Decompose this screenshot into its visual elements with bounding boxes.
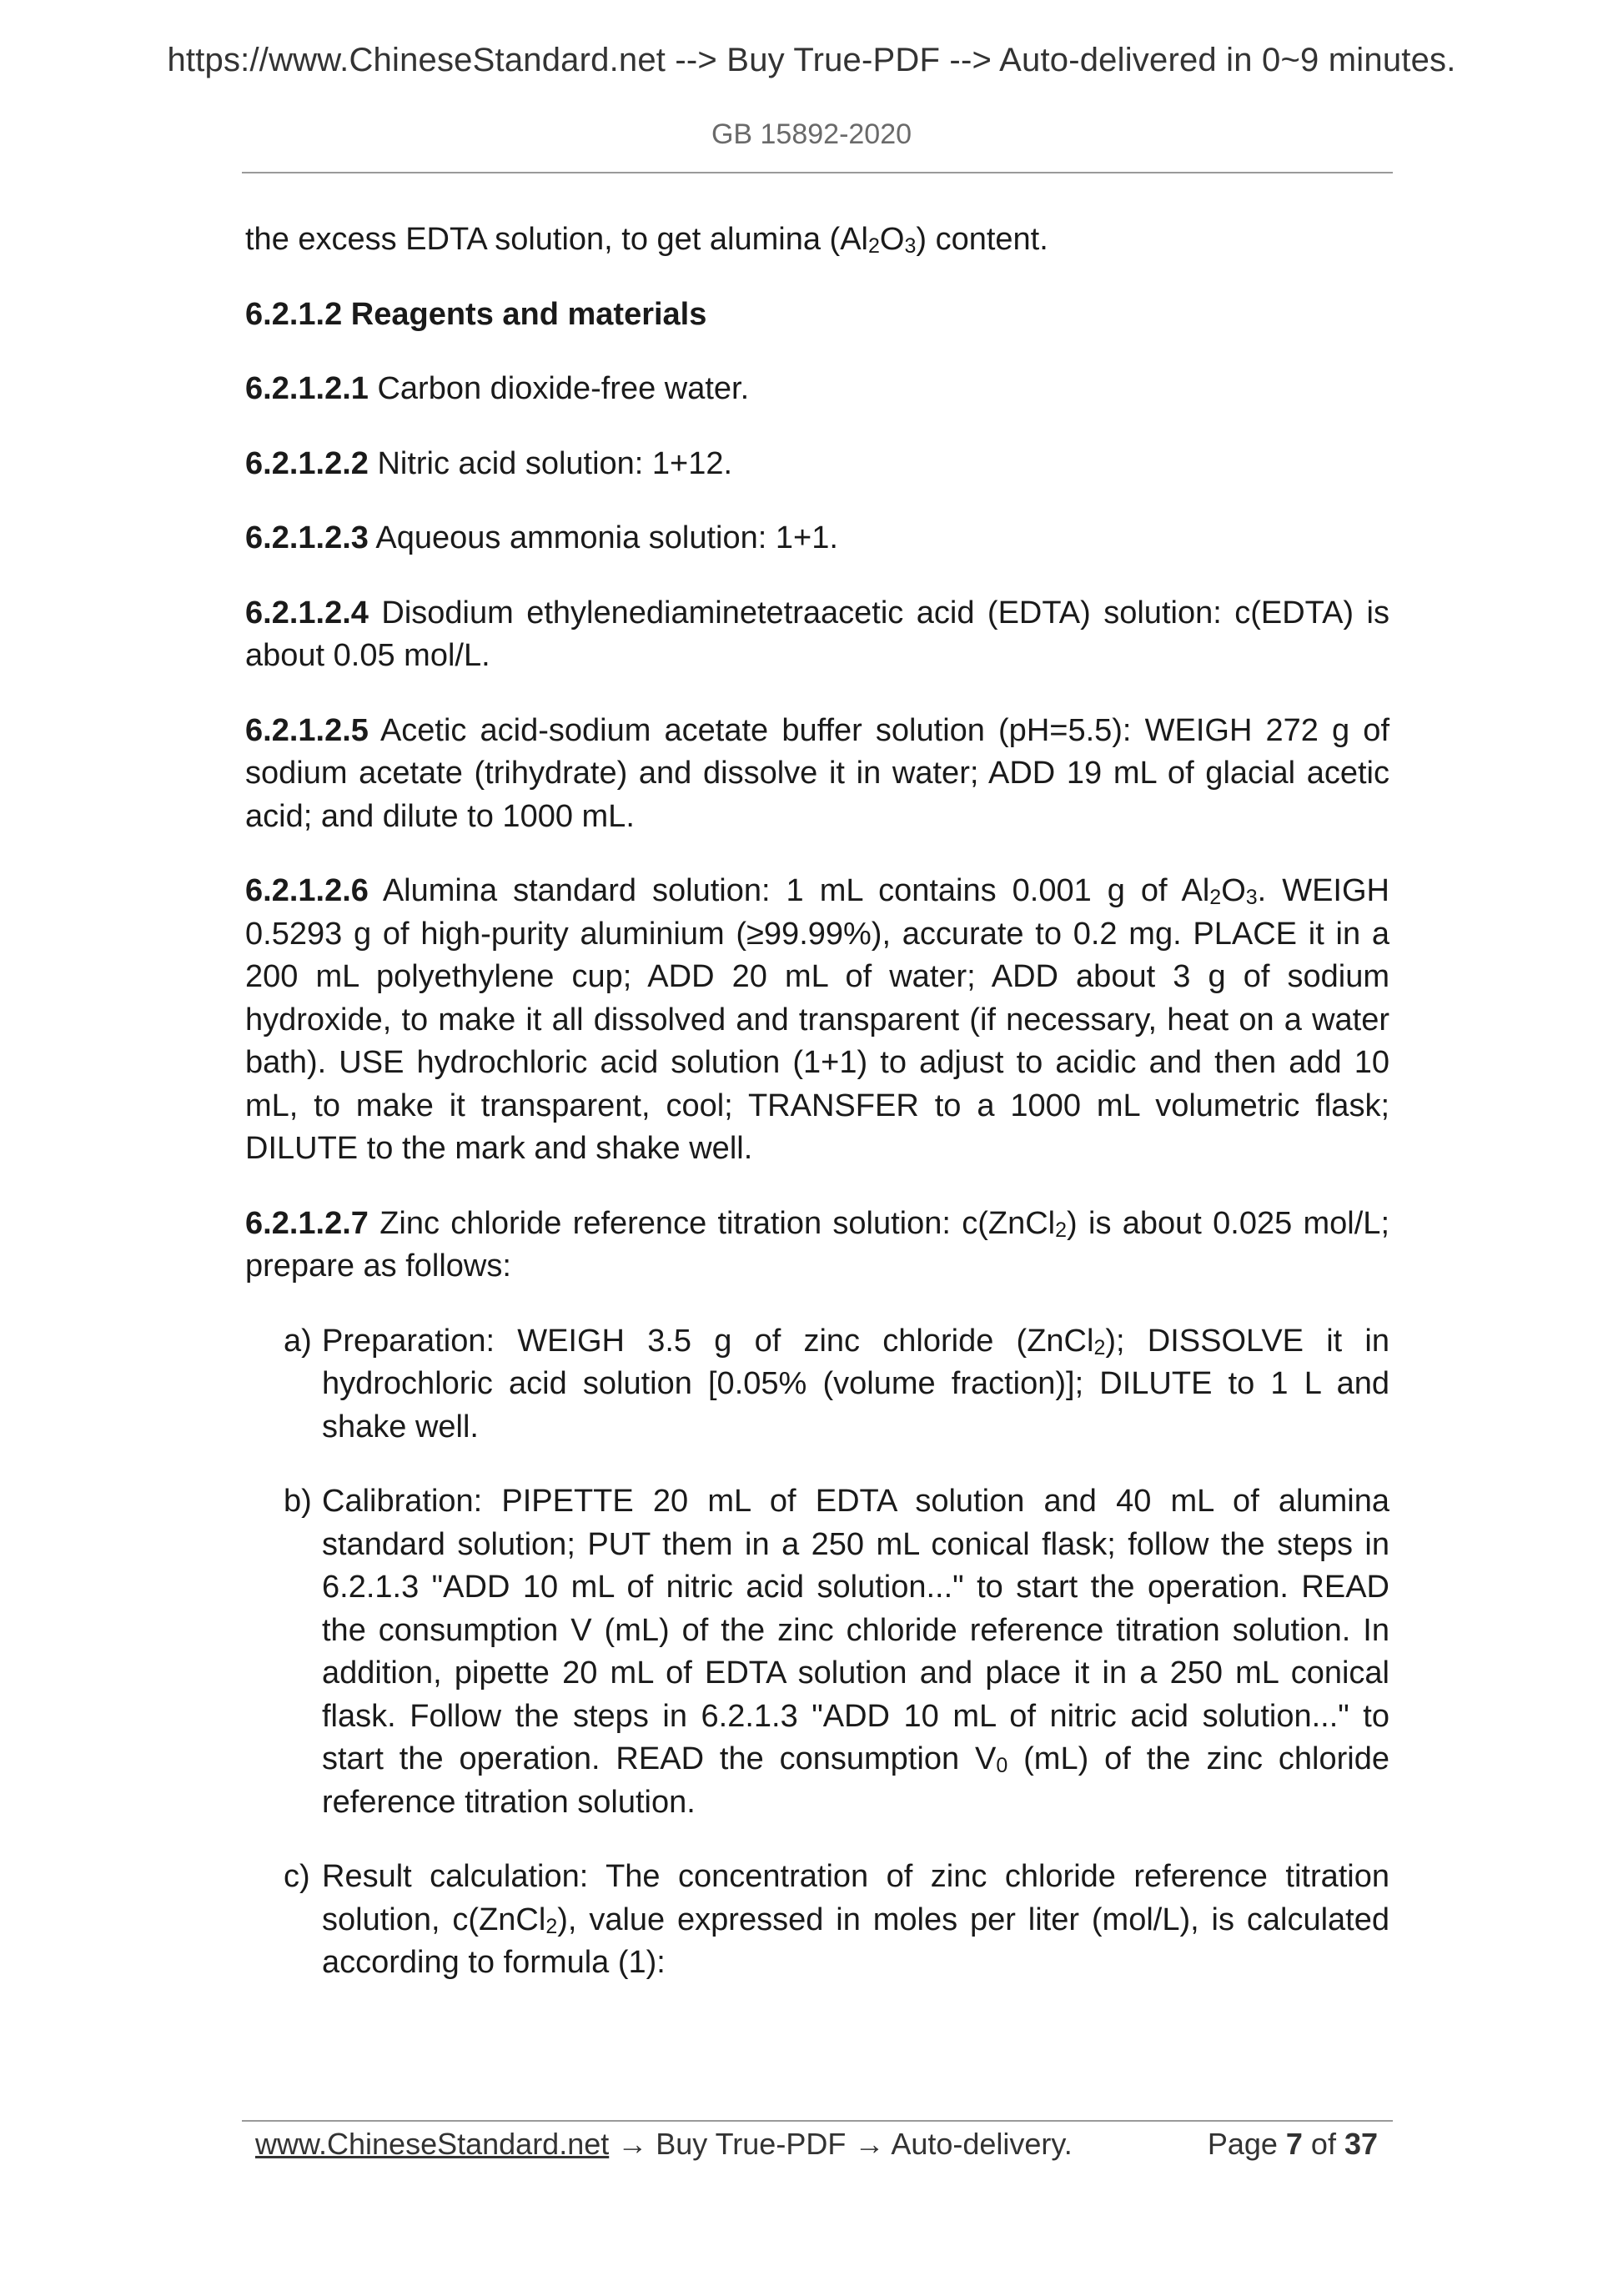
clause-6-2-1-2-1 bbox=[245, 368, 1389, 411]
document-code: GB 15892-2020 bbox=[711, 118, 912, 150]
clause-6-2-1-2-3 bbox=[245, 517, 1389, 560]
website-link[interactable]: www.ChineseStandard.net bbox=[255, 2127, 610, 2161]
clause-number: 6.2.1.2.4 bbox=[245, 595, 369, 631]
header-divider bbox=[242, 172, 1393, 173]
total-pages: 37 bbox=[1344, 2127, 1378, 2161]
subscript: 2 bbox=[1209, 886, 1222, 909]
clause-6-2-1-2-7 bbox=[245, 1203, 1389, 1289]
list-marker: c) bbox=[284, 1859, 310, 1894]
list-marker: b) bbox=[284, 1484, 312, 1519]
list-item-a-preparation bbox=[284, 1320, 1389, 1449]
intro-text-3: ) content. bbox=[916, 222, 1048, 257]
subscript: 3 bbox=[1245, 886, 1258, 909]
clause-number: 6.2.1.2.5 bbox=[245, 712, 369, 748]
subscript: 2 bbox=[1055, 1218, 1068, 1242]
clause-text-2: ) is about 0.025 mol/L; prepare as follows: bbox=[245, 1205, 1390, 1284]
clause-text: Disodium ethylenediaminetetraacetic acid (EDTA) solution: c(EDTA) is about 0.05 mol/L. bbox=[245, 595, 1389, 673]
clause-number: 6.2.1.2.1 bbox=[245, 371, 369, 406]
source-banner: https://www.ChineseStandard.net --> Buy True-PDF --> Auto-delivered in 0~9 minutes. bbox=[167, 42, 1456, 78]
subscript: 2 bbox=[545, 1914, 558, 1938]
clause-number: 6.2.1.2.7 bbox=[245, 1205, 369, 1241]
clause-number: 6.2.1.2.2 bbox=[245, 445, 369, 481]
page-label: Page bbox=[1207, 2127, 1286, 2161]
subscript: 2 bbox=[868, 234, 880, 258]
clause-6-2-1-2-5 bbox=[245, 710, 1389, 839]
of-label: of bbox=[1302, 2127, 1344, 2161]
clause-text-2: O bbox=[1221, 873, 1246, 908]
clause-6-2-1-2-4 bbox=[245, 592, 1389, 678]
clause-text-1: Alumina standard solution: 1 mL contains 0.001 g of Al bbox=[368, 873, 1210, 908]
clause-text: Acetic acid-sodium acetate buffer solution (pH=5.5): WEIGH 272 g of sodium acetate (trihydrate) and dissolve it in water; ADD 19 mL of glacial acetic acid; and dilute to 1000 mL. bbox=[245, 712, 1389, 834]
subscript: 2 bbox=[1093, 1335, 1106, 1359]
page-number bbox=[1208, 2127, 1378, 2162]
list-text-2: (mL) of the zinc chloride reference titration solution. bbox=[322, 1741, 1389, 1820]
list-text-2: ); DISSOLVE it in hydrochloric acid solution [0.05% (volume fraction)]; DILUTE to 1 L and shake well. bbox=[322, 1323, 1390, 1444]
current-page: 7 bbox=[1285, 2127, 1303, 2161]
clause-text: Nitric acid solution: 1+12. bbox=[368, 445, 733, 481]
intro-text-2: O bbox=[879, 222, 905, 257]
clause-6-2-1-2-6 bbox=[245, 870, 1389, 1171]
clause-text-3: . WEIGH 0.5293 g of high-purity aluminium (≥99.99%), accurate to 0.2 mg. PLACE it in a 200 mL polyethylene cup; ADD 20 mL of water; ADD about 3 g of sodium hydroxide, to make it all dissolved and transparent (if necessary, heat on a water bath). USE hydrochloric acid solution (1+1) to adjust to acidic and then add 10 mL, to make it transparent, cool; TRANSFER to a 1000 mL volumetric flask; DILUTE to the mark and shake well. bbox=[245, 873, 1389, 1166]
clause-text: Aqueous ammonia solution: 1+1. bbox=[368, 520, 838, 555]
subscript: 3 bbox=[904, 234, 917, 258]
intro-paragraph bbox=[245, 219, 1389, 262]
list-item-c-result-calculation bbox=[284, 1856, 1389, 1985]
footer-left bbox=[255, 2127, 1073, 2162]
clause-text-1: Zinc chloride reference titration solution: c(ZnCl bbox=[368, 1205, 1056, 1241]
intro-text-1: the excess EDTA solution, to get alumina (Al bbox=[245, 222, 868, 257]
list-item-b-calibration bbox=[284, 1480, 1389, 1824]
list-text-2: ), value expressed in moles per liter (mol/L), is calculated according to formula (1): bbox=[322, 1902, 1389, 1980]
footer-divider bbox=[242, 2120, 1393, 2122]
list-marker: a) bbox=[284, 1323, 312, 1359]
list-text-1: Calibration: PIPETTE 20 mL of EDTA solution and 40 mL of alumina standard solution; PUT them in a 250 mL conical flask; follow the steps in 6.2.1.3 "ADD 10 mL of nitric acid solution..." to start the operation. READ the consumption V (mL) of the zinc chloride reference titration solution. In addition, pipette 20 mL of EDTA solution and place it in a 250 mL conical flask. Follow the steps in 6.2.1.3 "ADD 10 mL of nitric acid solution..." to start the operation. READ the consumption V bbox=[322, 1484, 1389, 1776]
page-body bbox=[245, 219, 1389, 2017]
list-text-1: Result calculation: The concentration of zinc chloride reference titration solution, c(ZnCl bbox=[322, 1859, 1389, 1937]
footer-tagline: → Buy True-PDF → Auto-delivery. bbox=[609, 2127, 1073, 2161]
clause-number: 6.2.1.2.6 bbox=[245, 873, 369, 908]
list-text-1: Preparation: WEIGH 3.5 g of zinc chloride (ZnCl bbox=[322, 1323, 1094, 1359]
subscript: 0 bbox=[996, 1754, 1008, 1777]
clause-number: 6.2.1.2.3 bbox=[245, 520, 369, 555]
section-heading: 6.2.1.2 Reagents and materials bbox=[245, 296, 707, 332]
clause-text: Carbon dioxide-free water. bbox=[368, 371, 750, 406]
clause-6-2-1-2-2 bbox=[245, 443, 1389, 486]
